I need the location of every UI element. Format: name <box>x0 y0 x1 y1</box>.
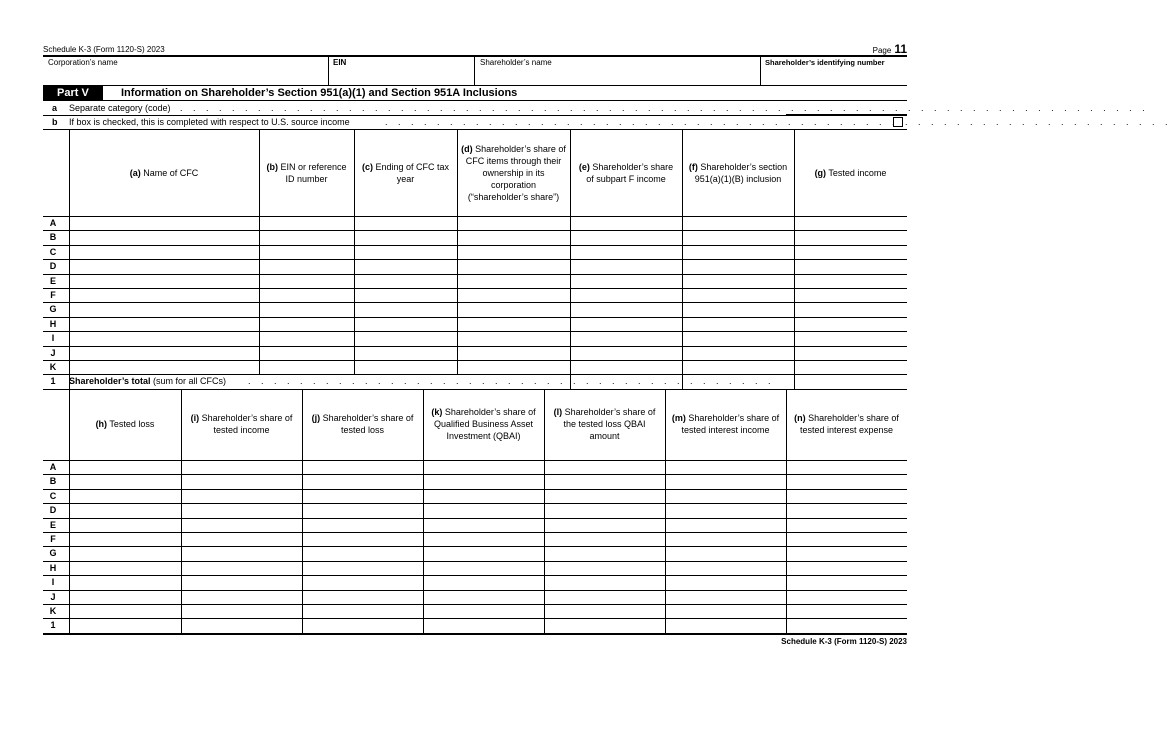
table-cell-input[interactable] <box>571 217 681 229</box>
table-cell-input[interactable] <box>683 347 793 359</box>
table-cell-input[interactable] <box>458 347 569 359</box>
table-cell-input[interactable] <box>355 231 456 243</box>
table-cell-input[interactable] <box>666 490 785 502</box>
table-cell-input[interactable] <box>70 361 258 373</box>
part-label: Part V <box>43 86 103 100</box>
table-cell-input[interactable] <box>545 533 664 545</box>
table-cell-input[interactable] <box>260 217 353 229</box>
table-cell-input[interactable] <box>666 533 785 545</box>
table-cell-input[interactable] <box>683 361 793 373</box>
table-cell-input[interactable] <box>458 275 569 287</box>
table-cell-input[interactable] <box>666 619 785 631</box>
table-cell-input[interactable] <box>424 576 543 588</box>
table-cell-input[interactable] <box>571 260 681 272</box>
column-title: Ending of CFC tax year <box>372 161 450 184</box>
column-header <box>423 389 544 460</box>
table-cell-input[interactable] <box>70 547 180 559</box>
column-letter: (j) <box>311 413 321 424</box>
leader-dots: . . . . . . . . . . . . . . . . . . . . . . . . . . . . . . . . . . . . . . . . . <box>248 376 775 387</box>
table-cell-input[interactable] <box>787 562 906 574</box>
table-cell-input[interactable] <box>355 361 456 373</box>
table-cell-input[interactable] <box>787 605 906 617</box>
table-cell-input[interactable] <box>666 576 785 588</box>
table-cell-input[interactable] <box>795 332 906 344</box>
table-cell-input[interactable] <box>666 504 785 516</box>
row-letter: K <box>49 606 57 616</box>
row-letter: B <box>49 476 57 487</box>
table-cell-input[interactable] <box>458 246 569 258</box>
table-cell-input[interactable] <box>571 275 681 287</box>
column-header <box>794 129 907 216</box>
column-title: Tested loss <box>107 419 155 430</box>
table-cell-input[interactable] <box>260 332 353 344</box>
table-cell-input[interactable] <box>260 347 353 359</box>
total-row-label <box>69 376 226 386</box>
column-letter: (a) <box>129 167 141 178</box>
column-title: Tested income <box>826 167 887 178</box>
table-cell-input[interactable] <box>787 461 906 473</box>
table-cell-input[interactable] <box>182 504 301 516</box>
column-title: Shareholder’s share of tested income <box>199 413 293 436</box>
column-letter: (c) <box>361 161 373 172</box>
table-cell-input[interactable] <box>545 605 664 617</box>
table-cell-input[interactable] <box>260 289 353 301</box>
ein-label: EIN <box>333 58 347 67</box>
table-cell-input[interactable] <box>787 519 906 531</box>
row-letter: J <box>50 347 56 358</box>
table-cell-input[interactable] <box>303 519 422 531</box>
table-cell-input[interactable] <box>666 547 785 559</box>
table-cell-input[interactable] <box>355 318 456 330</box>
table-cell-input[interactable] <box>260 246 353 258</box>
table-cell-input[interactable] <box>70 303 258 315</box>
table-cell-input[interactable] <box>424 547 543 559</box>
table-cell-input[interactable] <box>70 562 180 574</box>
table-cell-input[interactable] <box>70 504 180 516</box>
table-cell-input[interactable] <box>70 461 180 473</box>
line-a-letter: a <box>52 103 58 113</box>
column-header <box>682 129 794 216</box>
table-cell-input[interactable] <box>303 533 422 545</box>
table-cell-input[interactable] <box>571 303 681 315</box>
table-cell-input[interactable] <box>355 275 456 287</box>
column-letter: (h) <box>95 419 108 430</box>
table-cell-input[interactable] <box>545 519 664 531</box>
table-cell-input[interactable] <box>424 504 543 516</box>
table-cell-input[interactable] <box>70 318 258 330</box>
column-title: Shareholder’s share of the tested loss QBAI amount <box>562 407 656 442</box>
table-cell-input[interactable] <box>545 562 664 574</box>
table-cell-input[interactable] <box>182 461 301 473</box>
shareholder-id-field[interactable] <box>765 58 885 67</box>
table-cell-input[interactable] <box>458 303 569 315</box>
table-cell-input[interactable] <box>303 591 422 603</box>
table-cell-input[interactable] <box>424 490 543 502</box>
table-cell-input[interactable] <box>303 605 422 617</box>
table-cell-input[interactable] <box>355 303 456 315</box>
column-letter: (b) <box>266 161 278 172</box>
row-letter: I <box>51 577 55 588</box>
column-letter: (i) <box>190 413 200 424</box>
row-letter: J <box>50 591 56 602</box>
table-cell-input[interactable] <box>355 260 456 272</box>
table-cell-input[interactable] <box>545 475 664 487</box>
table-cell-input[interactable] <box>683 318 793 330</box>
row-letter: G <box>49 548 57 559</box>
page-number <box>873 42 907 56</box>
table-cell-input[interactable] <box>795 275 906 287</box>
id-divider <box>328 56 329 85</box>
column-letter: (g) <box>814 167 827 178</box>
table-cell-input[interactable] <box>545 576 664 588</box>
column-title: Shareholder’s section 951(a)(1)(B) inclusion <box>694 161 788 184</box>
table-cell-input[interactable] <box>683 246 793 258</box>
table-cell-input[interactable] <box>666 475 785 487</box>
table-cell-input[interactable] <box>70 605 180 617</box>
table-cell-input[interactable] <box>458 361 569 373</box>
total-row-number: 1 <box>50 376 56 387</box>
table-cell-input[interactable] <box>70 347 258 359</box>
column-header <box>259 129 354 216</box>
column-title: Shareholder’s share of tested interest expense <box>799 413 899 436</box>
column-header <box>354 129 457 216</box>
total-row-text: (sum for all CFCs) <box>150 376 227 387</box>
table-cell-input[interactable] <box>424 519 543 531</box>
row-letter: D <box>49 261 57 272</box>
column-title: Shareholder’s share of tested loss <box>320 413 414 436</box>
table-cell-input[interactable] <box>260 231 353 243</box>
column-header <box>544 389 665 460</box>
table-cell-input[interactable] <box>787 504 906 516</box>
table-cell-input[interactable] <box>355 217 456 229</box>
row-letter: D <box>49 505 57 516</box>
table-cell-input[interactable] <box>458 332 569 344</box>
column-header <box>786 389 907 460</box>
table-cell-input[interactable] <box>795 217 906 229</box>
column-letter: (d) <box>461 143 473 154</box>
total-cell-input[interactable] <box>795 375 906 387</box>
table-cell-input[interactable] <box>683 217 793 229</box>
table-cell-input[interactable] <box>545 619 664 631</box>
column-header <box>181 389 302 460</box>
table-cell-input[interactable] <box>182 591 301 603</box>
table-cell-input[interactable] <box>683 332 793 344</box>
table-cell-input[interactable] <box>795 361 906 373</box>
row-letter: K <box>49 362 57 372</box>
table-cell-input[interactable] <box>545 547 664 559</box>
table-cell-input[interactable] <box>787 533 906 545</box>
table-cell-input[interactable] <box>355 347 456 359</box>
table-cell-input[interactable] <box>260 275 353 287</box>
id-divider <box>474 56 475 85</box>
shareholder-name-field[interactable] <box>480 58 552 67</box>
top-rule <box>43 55 907 57</box>
line-b-label: If box is checked, this is completed with respect to U.S. source income <box>69 117 350 127</box>
column-title: Name of CFC <box>140 167 199 178</box>
table-cell-input[interactable] <box>666 519 785 531</box>
table-cell-input[interactable] <box>260 303 353 315</box>
table-cell-input[interactable] <box>666 605 785 617</box>
form-title: Schedule K-3 (Form 1120-S) 2023 <box>43 45 165 54</box>
table-cell-input[interactable] <box>70 576 180 588</box>
ein-field[interactable] <box>333 58 346 67</box>
total-row-bold: Shareholder’s total <box>69 376 151 387</box>
table-cell-input[interactable] <box>787 619 906 631</box>
line-b-letter: b <box>52 117 58 127</box>
column-title: Shareholder’s share of CFC items through their ownership in its corporation (“shareholder’s share”) <box>465 143 566 202</box>
row-letter: H <box>49 318 57 329</box>
row-letter: I <box>51 333 55 344</box>
shareholder-id-label: Shareholder’s identifying number <box>765 58 885 67</box>
table-cell-input[interactable] <box>666 562 785 574</box>
row-letter: E <box>49 519 56 530</box>
column-header <box>665 389 786 460</box>
table-cell-input[interactable] <box>70 217 258 229</box>
column-header <box>69 129 259 216</box>
row-letter: E <box>49 275 56 286</box>
table-cell-input[interactable] <box>70 332 258 344</box>
table-cell-input[interactable] <box>260 318 353 330</box>
table-cell-input[interactable] <box>70 289 258 301</box>
line-a-rule <box>43 115 907 116</box>
corporation-name-field[interactable] <box>48 58 118 67</box>
table-cell-input[interactable] <box>182 619 301 631</box>
row-letter: A <box>49 218 57 228</box>
column-letter: (e) <box>578 161 590 172</box>
table-cell-input[interactable] <box>795 347 906 359</box>
table-cell-input[interactable] <box>795 231 906 243</box>
table-cell-input[interactable] <box>683 275 793 287</box>
part-title: Information on Shareholder’s Section 951(a)(1) and Section 951A Inclusions <box>121 87 518 99</box>
total-cell-input[interactable] <box>683 375 793 387</box>
table-cell-input[interactable] <box>571 231 681 243</box>
row-letter: B <box>49 232 57 243</box>
table-cell-input[interactable] <box>70 231 258 243</box>
row-letter: F <box>50 290 56 300</box>
table-cell-input[interactable] <box>571 332 681 344</box>
row-letter: C <box>49 246 57 257</box>
leader-dots: . . . . . . . . . . . . . . . . . . . . . . . . . . . . . . . . . . . . . . . . . . . . . . . . . . . . . . . . . . . . . <box>385 117 1172 127</box>
table-cell-input[interactable] <box>666 461 785 473</box>
table-cell-input[interactable] <box>458 217 569 229</box>
table-cell-input[interactable] <box>355 289 456 301</box>
table-cell-input[interactable] <box>545 490 664 502</box>
table-cell-input[interactable] <box>303 490 422 502</box>
row-letter: F <box>50 534 56 544</box>
table-cell-input[interactable] <box>795 260 906 272</box>
table-cell-input[interactable] <box>683 303 793 315</box>
table-cell-input[interactable] <box>683 260 793 272</box>
table-cell-input[interactable] <box>666 591 785 603</box>
table-cell-input[interactable] <box>70 475 180 487</box>
table-cell-input[interactable] <box>182 475 301 487</box>
table-cell-input[interactable] <box>545 504 664 516</box>
column-letter: (n) <box>794 413 806 424</box>
total-cell-input[interactable] <box>571 375 681 387</box>
table-cell-input[interactable] <box>182 547 301 559</box>
table-cell-input[interactable] <box>545 461 664 473</box>
corporation-name-label: Corporation’s name <box>48 58 118 67</box>
table-cell-input[interactable] <box>303 547 422 559</box>
column-title: EIN or reference ID number <box>277 161 347 184</box>
table-cell-input[interactable] <box>795 303 906 315</box>
column-letter: (k) <box>431 407 443 418</box>
table-cell-input[interactable] <box>458 318 569 330</box>
table-cell-input[interactable] <box>795 289 906 301</box>
table-cell-input[interactable] <box>182 519 301 531</box>
table-cell-input[interactable] <box>182 605 301 617</box>
us-source-checkbox[interactable] <box>893 117 903 127</box>
table-cell-input[interactable] <box>303 461 422 473</box>
leader-dots: . . . . . . . . . . . . . . . . . . . . . . . . . . . . . . . . . . . . . . . . . . . . . . . . . . . . . . . . . . . . . . . . . . . . . . . . . . . <box>180 103 1149 113</box>
table-cell-input[interactable] <box>303 619 422 631</box>
table-cell-input[interactable] <box>787 490 906 502</box>
table-bottom-rule <box>43 633 907 635</box>
line-a-label: Separate category (code) <box>69 103 171 113</box>
table-cell-input[interactable] <box>260 260 353 272</box>
table-cell-input[interactable] <box>182 562 301 574</box>
row-letter: C <box>49 490 57 501</box>
page-label: Page <box>872 46 892 55</box>
table-cell-input[interactable] <box>303 475 422 487</box>
table-cell-input[interactable] <box>458 260 569 272</box>
table-cell-input[interactable] <box>571 361 681 373</box>
table-cell-input[interactable] <box>70 519 180 531</box>
row-letter: H <box>49 562 57 573</box>
table-cell-input[interactable] <box>424 475 543 487</box>
table-cell-input[interactable] <box>571 347 681 359</box>
part-rule <box>43 100 907 101</box>
column-header <box>302 389 423 460</box>
table-cell-input[interactable] <box>571 318 681 330</box>
column-letter: (f) <box>688 161 698 172</box>
column-letter: (m) <box>671 413 686 424</box>
page-number-value: 11 <box>894 42 907 56</box>
column-letter: (l) <box>553 407 563 418</box>
column-title: Shareholder’s share of tested interest income <box>681 413 780 436</box>
table-cell-input[interactable] <box>571 289 681 301</box>
table-cell-input[interactable] <box>424 562 543 574</box>
column-header <box>570 129 682 216</box>
table-cell-input[interactable] <box>545 591 664 603</box>
table-cell-input[interactable] <box>683 231 793 243</box>
table-cell-input[interactable] <box>70 591 180 603</box>
table-cell-input[interactable] <box>70 260 258 272</box>
table-cell-input[interactable] <box>70 490 180 502</box>
table-cell-input[interactable] <box>787 547 906 559</box>
row-letter: 1 <box>50 620 56 631</box>
shareholder-name-label: Shareholder’s name <box>480 58 552 67</box>
column-title: Shareholder’s share of Qualified Business Asset Investment (QBAI) <box>433 407 536 442</box>
table-cell-input[interactable] <box>787 475 906 487</box>
table-cell-input[interactable] <box>424 605 543 617</box>
table-cell-input[interactable] <box>424 591 543 603</box>
table-cell-input[interactable] <box>458 289 569 301</box>
footer-form-title: Schedule K-3 (Form 1120-S) 2023 <box>781 637 907 646</box>
column-header <box>457 129 570 216</box>
id-divider <box>760 56 761 85</box>
table-cell-input[interactable] <box>70 619 180 631</box>
table-cell-input[interactable] <box>424 461 543 473</box>
table-cell-input[interactable] <box>70 533 180 545</box>
table-cell-input[interactable] <box>458 231 569 243</box>
table-cell-input[interactable] <box>70 275 258 287</box>
column-title: Shareholder’s share of subpart F income <box>586 161 674 184</box>
table-cell-input[interactable] <box>424 619 543 631</box>
table-cell-input[interactable] <box>182 533 301 545</box>
table-cell-input[interactable] <box>795 318 906 330</box>
table-cell-input[interactable] <box>303 576 422 588</box>
row-letter: G <box>49 304 57 315</box>
table-cell-input[interactable] <box>182 576 301 588</box>
table-cell-input[interactable] <box>683 289 793 301</box>
table-cell-input[interactable] <box>787 576 906 588</box>
table-cell-input[interactable] <box>260 361 353 373</box>
column-header <box>69 389 181 460</box>
table-cell-input[interactable] <box>182 490 301 502</box>
table-cell-input[interactable] <box>303 562 422 574</box>
table-cell-input[interactable] <box>355 246 456 258</box>
table-cell-input[interactable] <box>424 533 543 545</box>
table-cell-input[interactable] <box>70 246 258 258</box>
table-cell-input[interactable] <box>303 504 422 516</box>
table-cell-input[interactable] <box>795 246 906 258</box>
table-cell-input[interactable] <box>787 591 906 603</box>
table-cell-input[interactable] <box>355 332 456 344</box>
table-cell-input[interactable] <box>571 246 681 258</box>
row-letter: A <box>49 462 57 472</box>
